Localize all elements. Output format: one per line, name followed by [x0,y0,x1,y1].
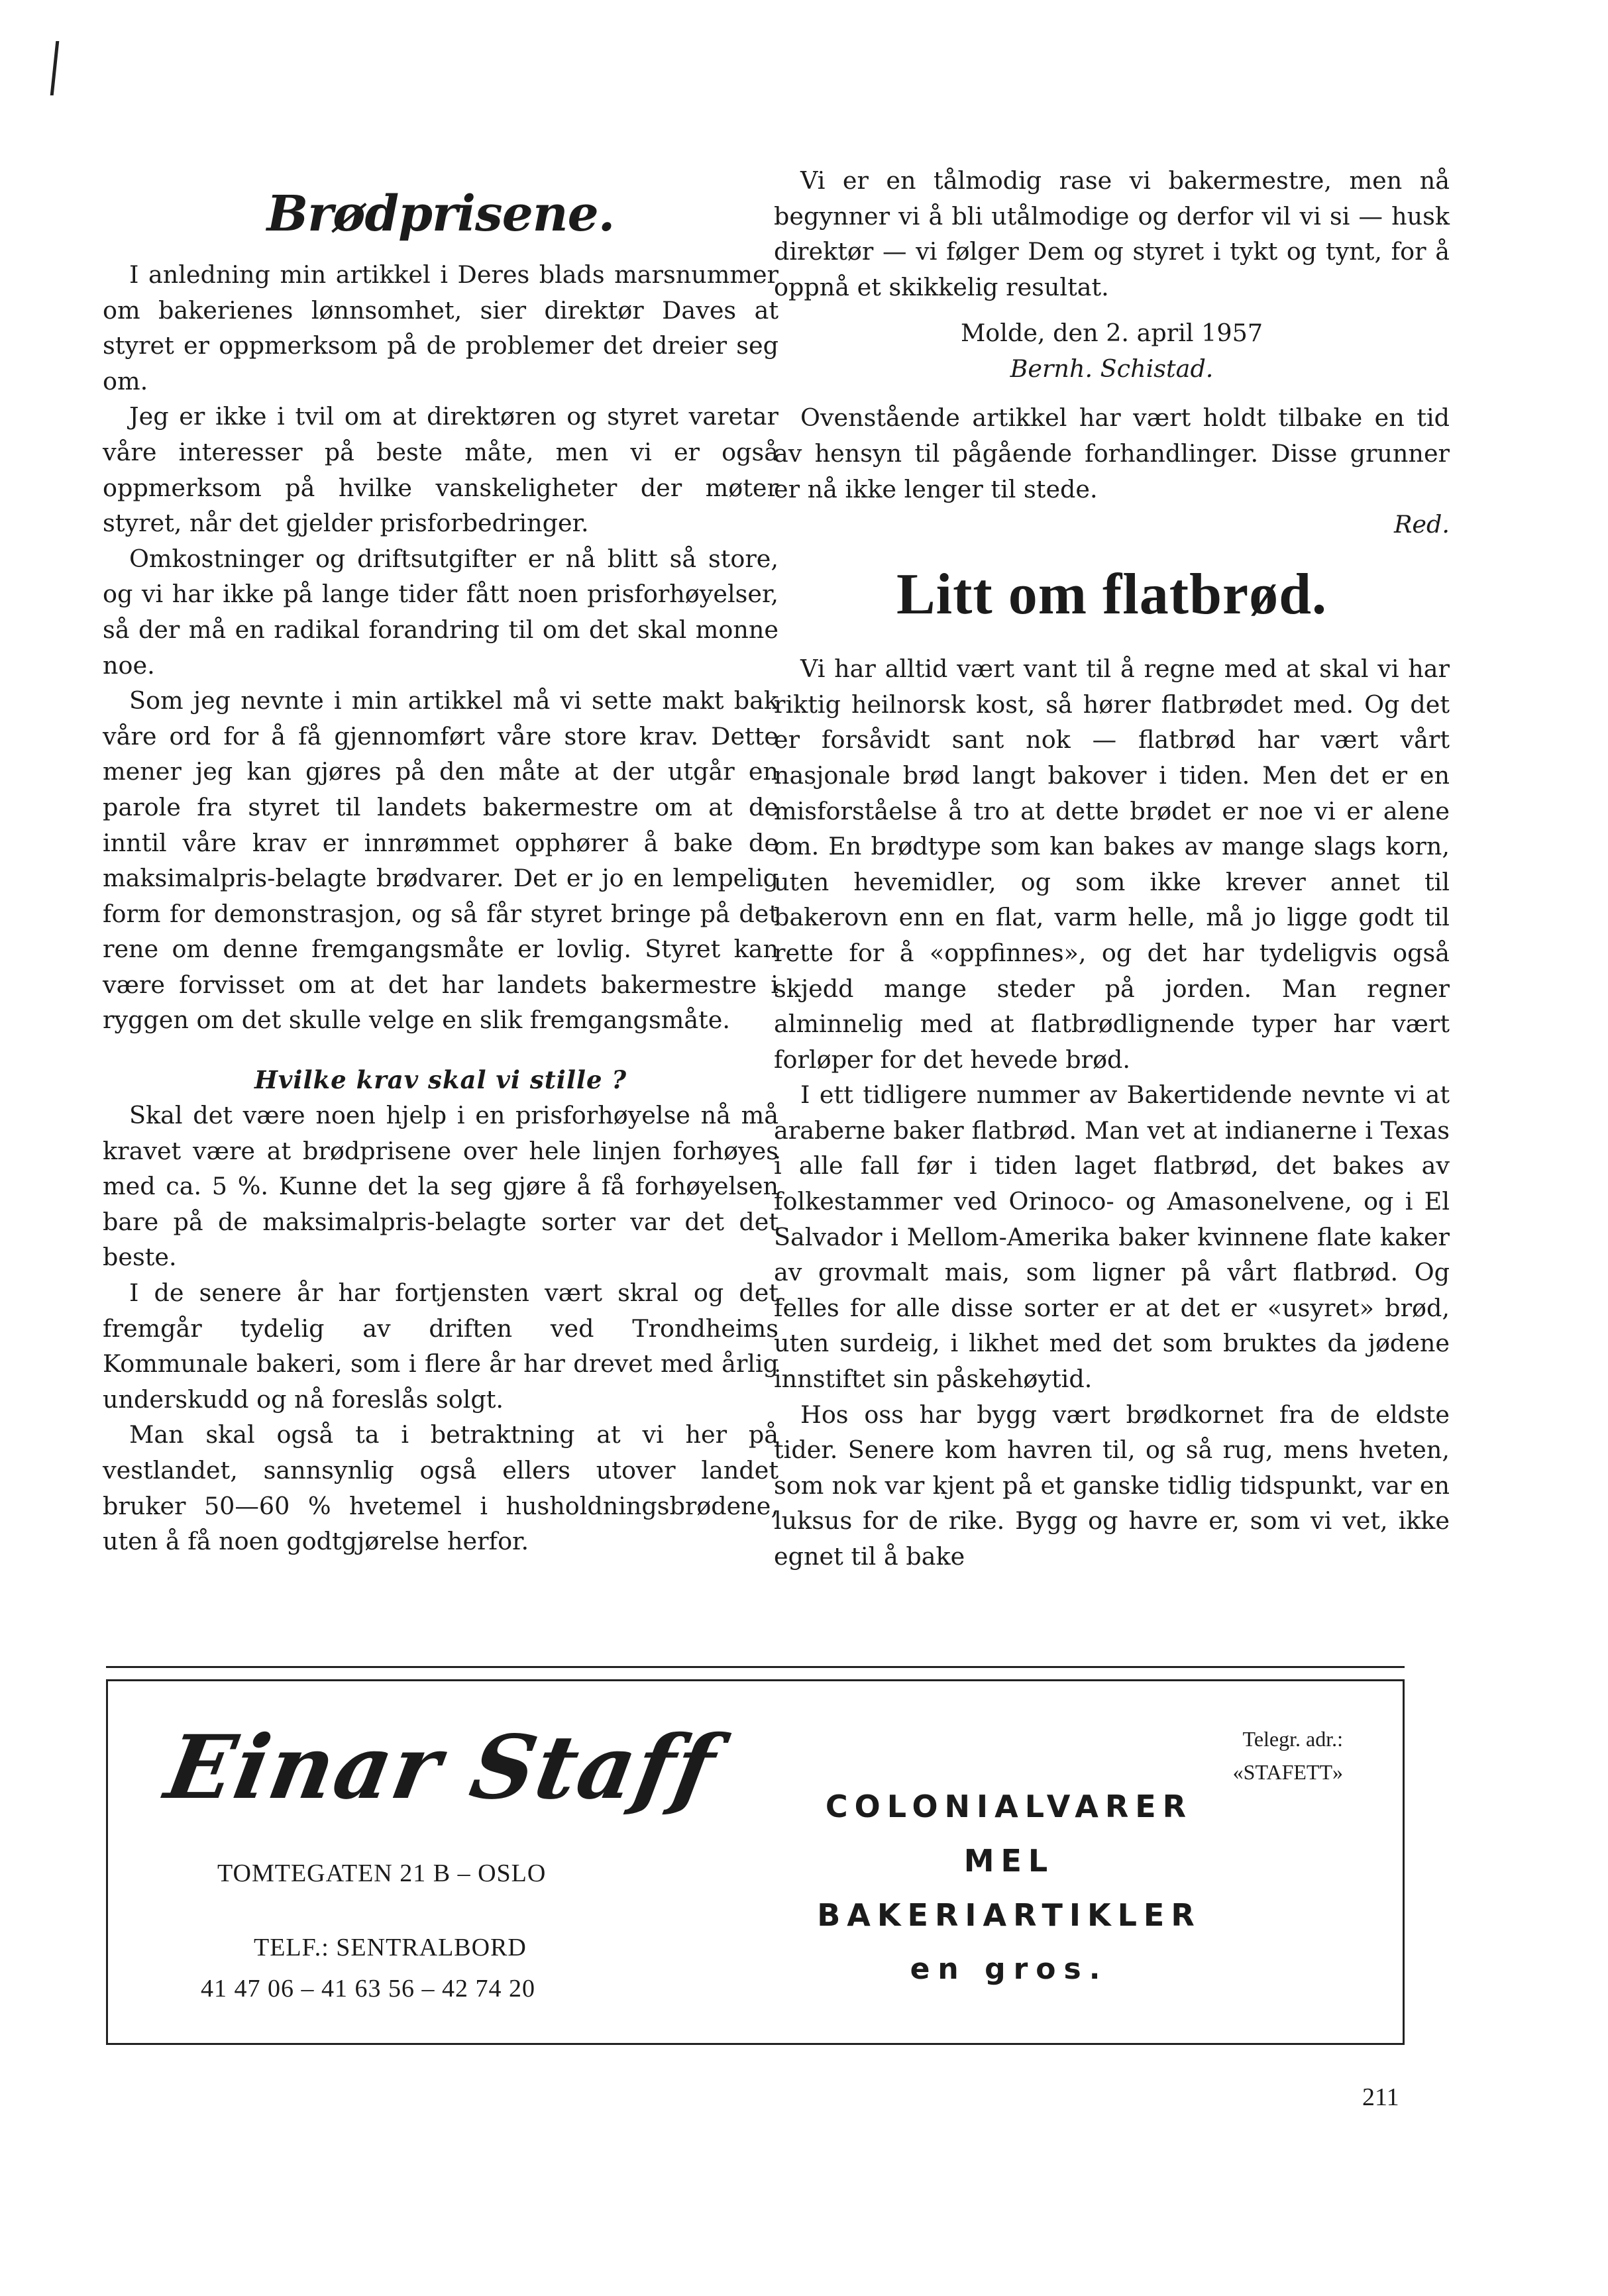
paragraph: Omkostninger og driftsutgifter er nå blitt så store, og vi har ikke på lange tider fått noen prisforhøyelser, så der må en radikal forandring til om det skal monne noe. [103,544,778,680]
article-title-flatbrod: Litt om flatbrød. [896,562,1328,627]
ad-line-en-gros: en gros. [910,1952,1108,1986]
article-title-brodprisene: Brødprisene. [266,185,615,242]
ad-phone-label: TELF.: SENTRALBORD [254,1934,527,1961]
right-column [774,154,1450,1575]
ad-product-list [771,1779,1248,1997]
ad-telegraph-label: Telegr. adr.: [1242,1727,1343,1751]
paragraph: I anledning min artikkel i Deres blads marsnummer om bakerienes lønnsomhet, sier direktør Daves at styret er oppmerksom på de problemer det dreier seg om. [103,260,778,395]
paragraph: Jeg er ikke i tvil om at direktøren og styret varetar våre interesser på beste måte, men vi er også oppmerksom på hvilke vanskeligheter der møter styret, når det gjelder prisforbedringer. [103,402,778,538]
paragraph: Vi er en tålmodig rase vi bakermestre, men nå begynner vi å bli utålmodige og derfor vil vi si — husk direktør — vi følger Dem og styret i tykt og tynt, for å oppnå et skikkelig resultat. [774,166,1450,301]
paragraph: Man skal også ta i betraktning at vi her på vestlandet, sannsynlig også ellers utover landet bruker 50—60 % hvetemel i husholdningsbrødene, uten å få noen godtgjørelse herfor. [103,1420,778,1556]
editor-signature: Red. [1393,510,1450,539]
scan-edge-mark [50,41,60,95]
paragraph: I ett tidligere nummer av Bakertidende nevnte vi at araberne baker flatbrød. Man vet at indianerne i Texas i alle fall før i tiden laget flatbrød, det bakes av folkestammer ved Orinoco- og Amasonelvene, og i El Salvador i Mellom-Amerika baker kvinnene flate kaker av grovmalt mais, som ligner på vårt flatbrød. Og felles for alle disse sorter er at det er «usyret» brød, uten surdeig, i likhet med det som bruktes da jødene innstiftet sin påskehøytid. [774,1080,1450,1394]
ad-line-bakeriartikler: BAKERIARTIKLER [817,1897,1201,1933]
editor-note: Ovenstående artikkel har vært holdt tilbake en tid av hensyn til pågående forhandlinger. Disse grunner er nå ikke lenger til stede. [774,403,1450,503]
ad-phone-numbers: 41 47 06 – 41 63 56 – 42 74 20 [201,1975,535,2003]
paragraph: Hos oss har bygg vært brødkornet fra de eldste tider. Senere kom havren til, og så rug, mens hveten, som nok var kjent på et ganske tidlig tidspunkt, var en luksus for de rike. Bygg og havre er, som vi vet, ikke egnet til å bake [774,1400,1450,1571]
paragraph: Som jeg nevnte i min artikkel må vi sette makt bak våre ord for å få gjennomført våre store krav. Dette mener jeg kan gjøres på den måte at der utgår en parole fra styret til landets bakermestre om at de inntil våre krav er innrømmet opphører å bake de maksimalpris-belagte brødvarer. Det er jo en lempelig form for demonstrasjon, og så får styret bringe på det rene om denne fremgangsmåte er lovlig. Styret kan være forvisset om at det har landets bakermestre i ryggen om det skulle velge en slik fremgangsmåte. [103,686,778,1035]
paragraph: Vi har alltid vært vant til å regne med at skal vi har riktig heilnorsk kost, så hører flatbrødet med. Og det er forsåvidt sant nok — flatbrød har vært vårt nasjonale brød langt bakover i tiden. Men det er en misforståelse å tro at dette brødet er noe vi er alene om. En brødtype som kan bakes av mange slags korn, uten hevemidler, og som ikke krever annet til bakerovn enn en flat, varm helle, må jo ligge godt til rette for å «oppfinnes», og det har tydeligvis også skjedd mange steder på jorden. Man regner alminnelig med at flatbrødlignende typer har vært forløper for det hevede brød. [774,654,1450,1074]
left-column [103,154,778,1559]
place-date: Molde, den 2. april 1957 [960,319,1263,348]
author-signature: Bernh. Schistad. [1010,354,1214,384]
paragraph: I de senere år har fortjensten vært skral og det fremgår tydelig av driften ved Trondheims Kommunale bakeri, som i flere år har drevet med årlig underskudd og nå foreslås solgt. [103,1278,778,1414]
paragraph: Skal det være noen hjelp i en prisforhøyelse nå må kravet være at brødprisene over hele linjen forhøyes med ca. 5 %. Kunne det la seg gjøre å få forhøyelsen bare på de maksimalpris-belagte sorter var det det beste. [103,1101,778,1272]
page-number: 211 [1362,2083,1399,2111]
ad-line-mel: MEL [963,1843,1055,1879]
subheading: Hvilke krav skal vi stille ? [254,1065,627,1095]
ad-telegraph [1233,1722,1343,1789]
ad-telegraph-value: «STAFETT» [1232,1760,1343,1784]
ad-line-colonialvarer: COLONIALVARER [825,1789,1193,1824]
ad-top-rule [106,1666,1405,1668]
ad-company-name: Einar Staff [158,1716,724,1819]
advertisement-box [106,1679,1405,2045]
ad-address: TOMTEGATEN 21 B – OSLO [217,1859,547,1887]
